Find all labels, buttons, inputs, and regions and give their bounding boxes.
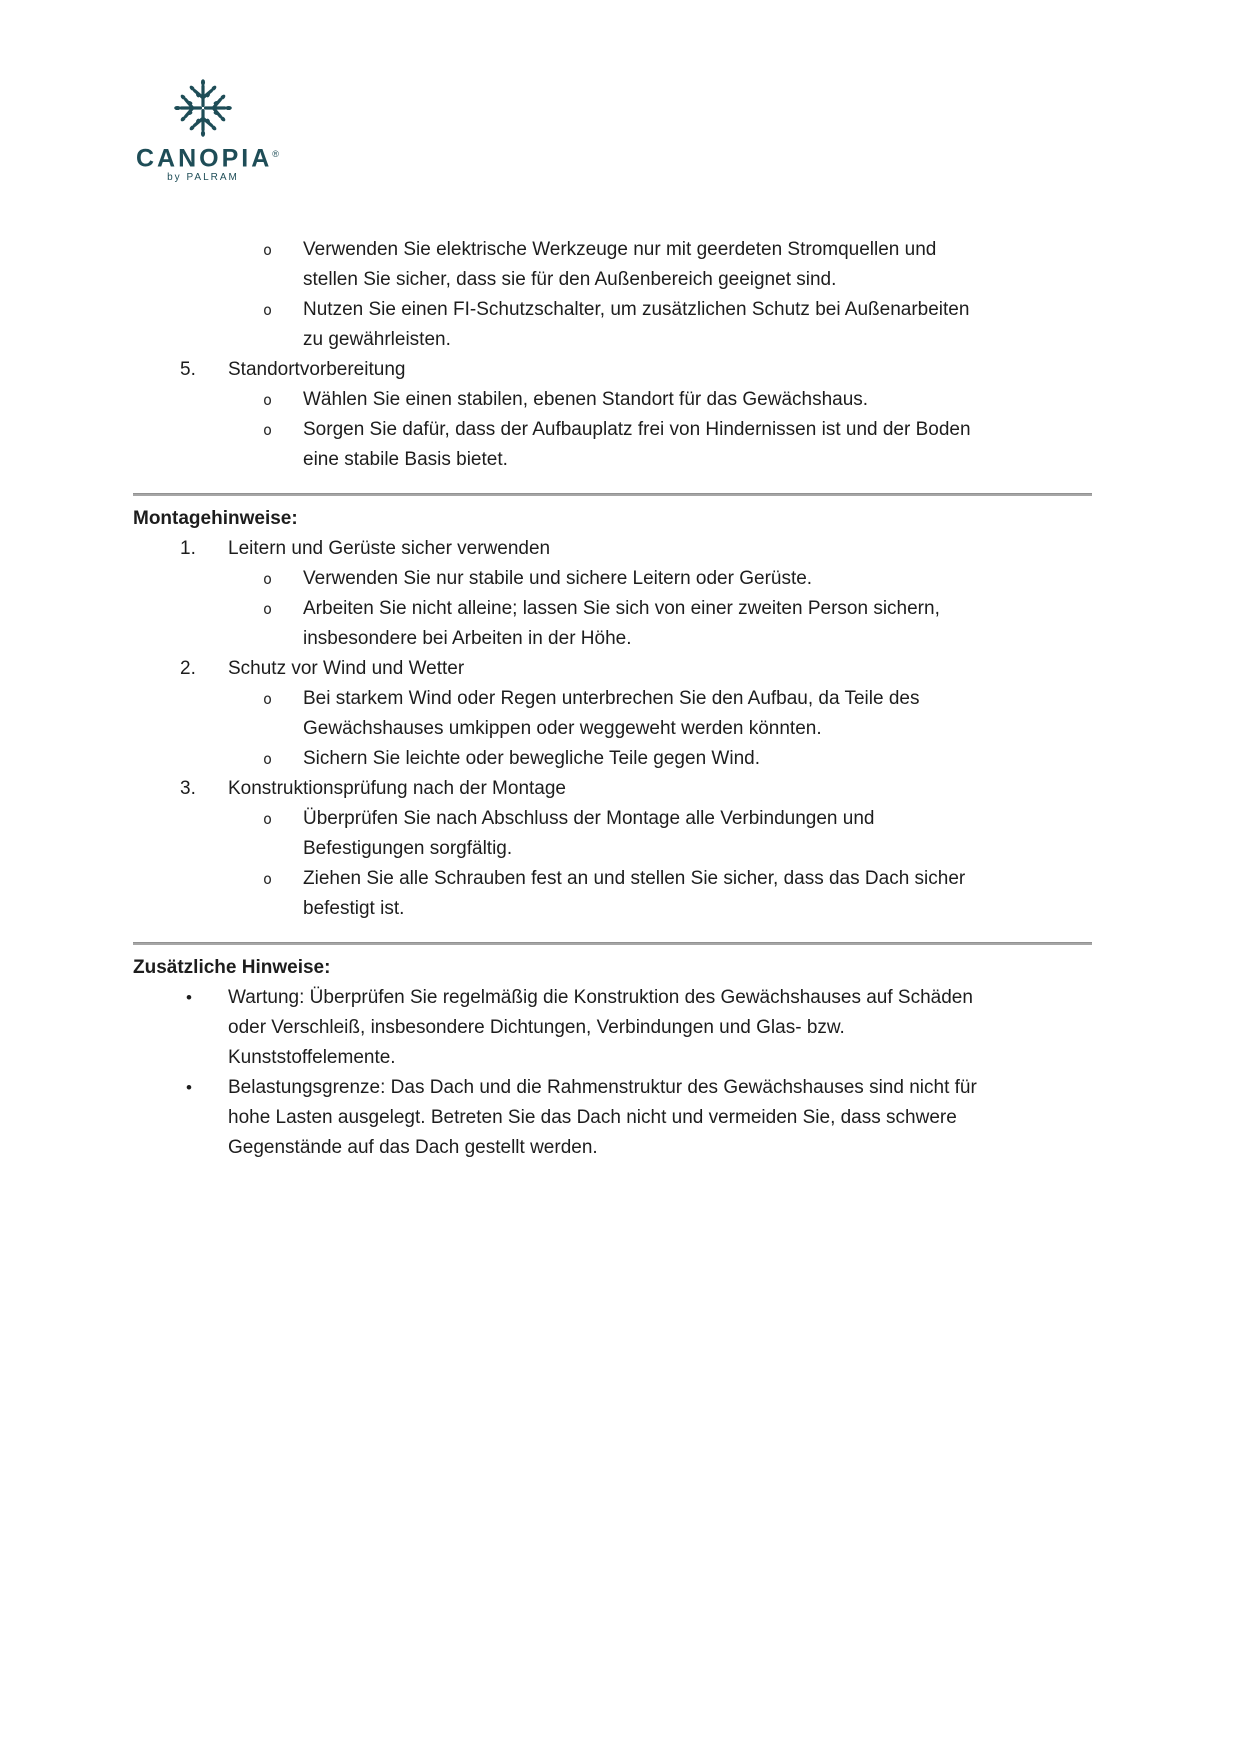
list-item-text: Bei starkem Wind oder Regen unterbrechen Sie den Aufbau, da Teile des Gewächshauses umkippen oder weggeweht werden könnten. [303,688,920,739]
disc-bullet-marker: • [186,988,192,1007]
document-content [133,235,1092,1163]
list-item [133,594,993,654]
circle-bullet-marker: o [263,870,273,888]
item-title: Leitern und Gerüste sicher verwenden [228,538,551,559]
item-number: 1. [180,538,196,559]
list-item [133,983,995,1073]
list-item-text: Ziehen Sie alle Schrauben fest an und stellen Sie sicher, dass das Dach sicher befestigt ist. [303,868,966,919]
item-number: 2. [180,658,196,679]
numbered-item [133,654,1092,684]
item-title: Schutz vor Wind und Wetter [228,658,465,679]
brand-byline: by PALRAM [167,172,239,184]
list-item [133,1073,995,1163]
list-item [133,864,993,924]
brand-wordmark [136,143,279,173]
circle-bullet-marker: o [263,421,273,439]
section-heading-montagehinweise: Montagehinweise: [133,508,298,529]
disc-bullet-marker: • [186,1078,192,1097]
list-item [133,235,993,295]
registered-trademark-symbol: ® [272,149,279,159]
list-item-text: Arbeiten Sie nicht alleine; lassen Sie sich von einer zweiten Person sichern, insbesondere bei Arbeiten in der Höhe. [303,598,940,649]
horizontal-divider [133,942,1092,945]
circle-bullet-marker: o [263,391,273,409]
list-item-text: Verwenden Sie elektrische Werkzeuge nur mit geerdeten Stromquellen und stellen Sie sicher, dass sie für den Außenbereich geeignet sind. [303,239,937,290]
circle-bullet-marker: o [263,301,273,319]
list-item-text: Belastungsgrenze: Das Dach und die Rahmenstruktur des Gewächshauses sind nicht für hohe Lasten ausgelegt. Betreten Sie das Dach nicht und vermeiden Sie, dass schwere Gegenstände auf das Dach gestellt werden. [228,1077,977,1158]
section-heading-zusaetzliche-hinweise: Zusätzliche Hinweise: [133,957,331,978]
list-item-text: Verwenden Sie nur stabile und sichere Leitern oder Gerüste. [303,568,813,589]
circle-bullet-marker: o [263,600,273,618]
canopia-tree-emblem-icon [171,76,235,140]
circle-bullet-marker: o [263,570,273,588]
list-item [133,684,993,744]
circle-bullet-marker: o [263,690,273,708]
numbered-item [133,355,1092,385]
list-item-text: Nutzen Sie einen FI-Schutzschalter, um zusätzlichen Schutz bei Außenarbeiten zu gewährleisten. [303,299,970,350]
item-number: 5. [180,359,196,380]
list-item [133,415,993,475]
circle-bullet-marker: o [263,750,273,768]
list-item-text: Überprüfen Sie nach Abschluss der Montage alle Verbindungen und Befestigungen sorgfältig. [303,808,875,859]
item-title: Standortvorbereitung [228,359,406,380]
list-item-text: Wählen Sie einen stabilen, ebenen Standort für das Gewächshaus. [303,389,869,410]
item-number: 3. [180,778,196,799]
list-item [133,804,993,864]
item-title: Konstruktionsprüfung nach der Montage [228,778,566,799]
list-item [133,385,993,415]
canopia-logo [136,76,279,184]
numbered-item [133,534,1092,564]
list-item-text: Sichern Sie leichte oder bewegliche Teile gegen Wind. [303,748,760,769]
numbered-item [133,774,1092,804]
circle-bullet-marker: o [263,810,273,828]
list-item [133,744,993,774]
list-item [133,295,993,355]
list-item [133,564,993,594]
list-item-text: Sorgen Sie dafür, dass der Aufbauplatz frei von Hindernissen ist und der Boden eine stabile Basis bietet. [303,419,971,470]
brand-name: CANOPIA [136,144,273,173]
horizontal-divider [133,493,1092,496]
circle-bullet-marker: o [263,241,273,259]
list-item-text: Wartung: Überprüfen Sie regelmäßig die Konstruktion des Gewächshauses auf Schäden oder Verschleiß, insbesondere Dichtungen, Verbindungen und Glas- bzw. Kunststoffelemente. [228,987,973,1068]
